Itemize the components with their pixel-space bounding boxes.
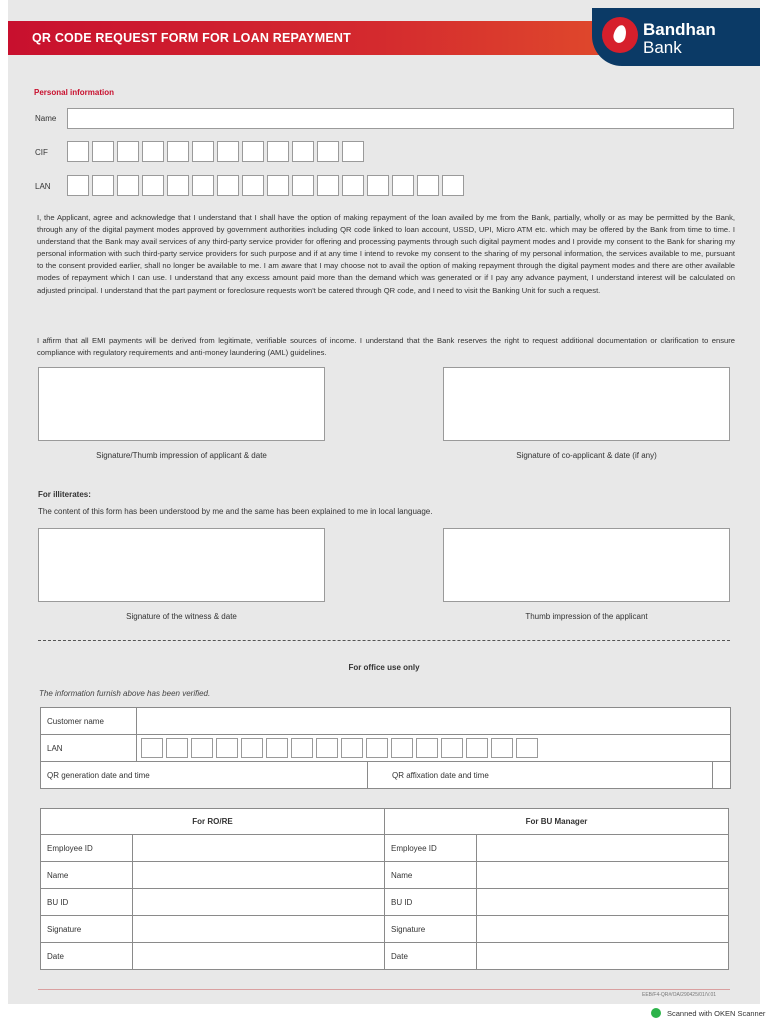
lan-char-box[interactable] xyxy=(292,175,314,196)
office-lan-boxes[interactable] xyxy=(141,738,730,758)
cif-char-box[interactable] xyxy=(292,141,314,162)
bank-name-line2: Bank xyxy=(643,38,682,57)
office-use-table xyxy=(40,707,731,789)
illiterates-text: The content of this form has been understood by me and the same has been explained to me in local language. xyxy=(38,507,433,516)
applicant-signature-box[interactable] xyxy=(38,367,325,441)
ro-signature-cell[interactable] xyxy=(133,916,385,943)
cif-char-box[interactable] xyxy=(192,141,214,162)
lan-char-box[interactable] xyxy=(267,175,289,196)
bu-employee-id-label: Employee ID xyxy=(385,835,477,862)
cif-char-box[interactable] xyxy=(267,141,289,162)
cif-boxes[interactable] xyxy=(67,141,367,162)
thumb-impression-box[interactable] xyxy=(443,528,730,602)
cif-char-box[interactable] xyxy=(117,141,139,162)
office-lan-char-box[interactable] xyxy=(191,738,213,758)
cif-char-box[interactable] xyxy=(217,141,239,162)
coapplicant-signature-box[interactable] xyxy=(443,367,730,441)
office-lan-char-box[interactable] xyxy=(491,738,513,758)
ro-employee-id-label: Employee ID xyxy=(41,835,133,862)
office-lan-char-box[interactable] xyxy=(341,738,363,758)
office-lan-char-box[interactable] xyxy=(216,738,238,758)
witness-signature-caption: Signature of the witness & date xyxy=(126,612,237,621)
office-lan-cell[interactable] xyxy=(137,735,731,762)
scanner-logo-icon xyxy=(651,1008,661,1018)
office-lan-char-box[interactable] xyxy=(316,738,338,758)
cif-char-box[interactable] xyxy=(242,141,264,162)
bank-name-line1: Bandhan xyxy=(643,20,716,39)
cif-char-box[interactable] xyxy=(167,141,189,162)
office-lan-char-box[interactable] xyxy=(291,738,313,758)
qr-generation-label: QR generation date and time xyxy=(41,762,368,789)
footer-divider xyxy=(38,989,730,990)
lan-char-box[interactable] xyxy=(317,175,339,196)
scanner-watermark: Scanned with OKEN Scanner xyxy=(667,1009,766,1018)
office-lan-char-box[interactable] xyxy=(441,738,463,758)
office-use-title: For office use only xyxy=(348,663,420,672)
cut-line-divider xyxy=(38,640,730,641)
illiterates-heading: For illiterates: xyxy=(38,490,91,499)
lan-char-box[interactable] xyxy=(342,175,364,196)
ro-bu-id-cell[interactable] xyxy=(133,889,385,916)
office-lan-char-box[interactable] xyxy=(416,738,438,758)
ro-signature-label: Signature xyxy=(41,916,133,943)
cif-char-box[interactable] xyxy=(92,141,114,162)
ro-name-label: Name xyxy=(41,862,133,889)
lan-char-box[interactable] xyxy=(142,175,164,196)
bu-bu-id-cell[interactable] xyxy=(477,889,729,916)
thumb-impression-caption: Thumb impression of the applicant xyxy=(525,612,648,621)
lan-char-box[interactable] xyxy=(92,175,114,196)
lan-boxes[interactable] xyxy=(67,175,467,196)
office-lan-char-box[interactable] xyxy=(466,738,488,758)
bu-date-cell[interactable] xyxy=(477,943,729,970)
ro-employee-id-cell[interactable] xyxy=(133,835,385,862)
lan-char-box[interactable] xyxy=(167,175,189,196)
qr-affixation-label: QR affixation date and time xyxy=(392,771,489,780)
ro-date-cell[interactable] xyxy=(133,943,385,970)
lan-char-box[interactable] xyxy=(417,175,439,196)
witness-signature-box[interactable] xyxy=(38,528,325,602)
lan-char-box[interactable] xyxy=(392,175,414,196)
form-code: EEB/F4-QR#/OA/290425/01/V.01 xyxy=(642,992,717,998)
coapplicant-signature-caption: Signature of co-applicant & date (if any) xyxy=(516,451,657,460)
cif-label: CIF xyxy=(35,148,48,157)
section-personal-information: Personal information xyxy=(34,88,115,97)
bu-bu-id-label: BU ID xyxy=(385,889,477,916)
office-lan-label: LAN xyxy=(41,735,137,762)
name-field[interactable] xyxy=(67,108,734,129)
office-lan-char-box[interactable] xyxy=(266,738,288,758)
office-lan-char-box[interactable] xyxy=(141,738,163,758)
ro-name-cell[interactable] xyxy=(133,862,385,889)
name-label: Name xyxy=(35,114,57,123)
cif-char-box[interactable] xyxy=(317,141,339,162)
office-lan-char-box[interactable] xyxy=(516,738,538,758)
aml-paragraph: I affirm that all EMI payments will be derived from legitimate, verifiable sources of income. I understand that the Bank reserves the right to request additional documentation or clarification to ensure compliance with regulatory requirements and anti-money laundering (AML) guidelines. xyxy=(37,336,735,358)
qr-affixation-cell[interactable] xyxy=(712,762,730,789)
lan-char-box[interactable] xyxy=(217,175,239,196)
applicant-signature-caption: Signature/Thumb impression of applicant & date xyxy=(96,451,267,460)
lan-label: LAN xyxy=(35,182,51,191)
customer-name-cell[interactable] xyxy=(137,708,731,735)
lan-char-box[interactable] xyxy=(367,175,389,196)
lan-char-box[interactable] xyxy=(442,175,464,196)
office-lan-char-box[interactable] xyxy=(366,738,388,758)
lan-char-box[interactable] xyxy=(117,175,139,196)
bu-name-cell[interactable] xyxy=(477,862,729,889)
consent-paragraph: I, the Applicant, agree and acknowledge that I understand that I shall have the option of making repayment of the loan availed by me from the Bank, partially, wholly or as may be permitted by the Bank, through any of the digital payment modes approved by government authorities including QR code linked to loan account, USSD, UPI, Micro ATM etc. which may be offered by the Bank from time to time. I understand that the Bank may avail services of any third-party service provider for offering and processing payments through such digital payment modes and I provide my consent to the Bank for sharing my personal information with such third-party service providers for such purpose and if at any time I intend to revoke my consent to the sharing of my personal information, the services available to me, pursuant to the consent provided earlier, shall no longer be available to me. I am aware that I may choose not to avail the option of making repayment through the digital payment modes and there are other available modes of repayment which I can use. I understand that any excess amount paid more than the demand which was generated or if I pay any advance payment, I understand interest will be calculated on adjusted principal. I understand that the part payment or foreclosure requests won't be catered through QR code, and I need to visit the Banking Unit for such a request. xyxy=(37,213,735,295)
office-lan-char-box[interactable] xyxy=(241,738,263,758)
ro-bu-id-label: BU ID xyxy=(41,889,133,916)
cif-char-box[interactable] xyxy=(342,141,364,162)
bu-date-label: Date xyxy=(385,943,477,970)
bu-employee-id-cell[interactable] xyxy=(477,835,729,862)
office-lan-char-box[interactable] xyxy=(391,738,413,758)
office-lan-char-box[interactable] xyxy=(166,738,188,758)
form-title: QR CODE REQUEST FORM FOR LOAN REPAYMENT xyxy=(32,31,351,45)
lan-char-box[interactable] xyxy=(242,175,264,196)
bu-signature-label: Signature xyxy=(385,916,477,943)
cif-char-box[interactable] xyxy=(67,141,89,162)
bu-name-label: Name xyxy=(385,862,477,889)
verification-note: The information furnish above has been verified. xyxy=(39,689,211,698)
bu-manager-heading: For BU Manager xyxy=(385,809,729,835)
ro-date-label: Date xyxy=(41,943,133,970)
staff-table xyxy=(40,808,729,970)
lan-char-box[interactable] xyxy=(192,175,214,196)
bu-signature-cell[interactable] xyxy=(477,916,729,943)
lan-char-box[interactable] xyxy=(67,175,89,196)
customer-name-label: Customer name xyxy=(41,708,137,735)
cif-char-box[interactable] xyxy=(142,141,164,162)
ro-re-heading: For RO/RE xyxy=(41,809,385,835)
